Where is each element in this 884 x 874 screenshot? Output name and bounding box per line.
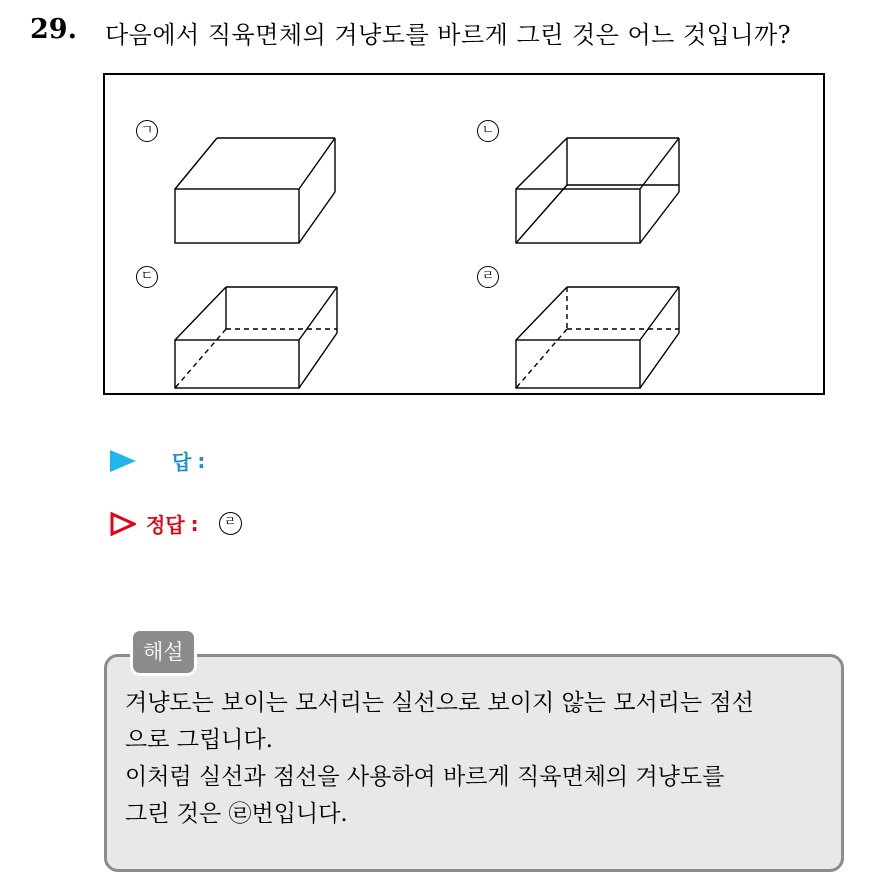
cuboid-b (516, 138, 679, 243)
figure-box (103, 73, 825, 395)
explanation-line: 그린 것은 ㉣번입니다. (125, 801, 348, 827)
option-label-d: ㄹ (477, 266, 499, 288)
explanation-line: 으로 그립니다. (125, 727, 273, 753)
cuboid-d (516, 287, 679, 388)
correct-answer-colon: : (190, 511, 199, 536)
explanation-tab: 해설 (130, 628, 197, 676)
option-label-b: ㄴ (477, 120, 499, 142)
explanation-line: 겨냥도는 보이는 모서리는 실선으로 보이지 않는 모서리는 점선 (125, 690, 754, 716)
answer-row (110, 446, 205, 475)
cuboid-figures (105, 75, 827, 397)
cuboid-a (175, 138, 335, 243)
correct-answer-row (110, 509, 242, 538)
cuboid-c (175, 287, 337, 388)
outline-triangle-icon (110, 512, 136, 536)
correct-answer-value: ㄹ (219, 512, 242, 535)
explanation-text (125, 685, 830, 833)
solid-triangle-icon (110, 450, 136, 472)
correct-answer-label: 정답 (146, 513, 185, 537)
question-text: 다음에서 직육면체의 겨냥도를 바르게 그린 것은 어느 것입니까? (105, 21, 792, 49)
answer-colon: : (197, 448, 206, 473)
option-label-a: ㄱ (136, 120, 158, 142)
explanation-line: 이처럼 실선과 점선을 사용하여 바르게 직육면체의 겨냥도를 (125, 764, 725, 790)
option-label-c: ㄷ (136, 266, 158, 288)
answer-label: 답 (172, 450, 192, 474)
question-number: 29. (30, 14, 77, 45)
